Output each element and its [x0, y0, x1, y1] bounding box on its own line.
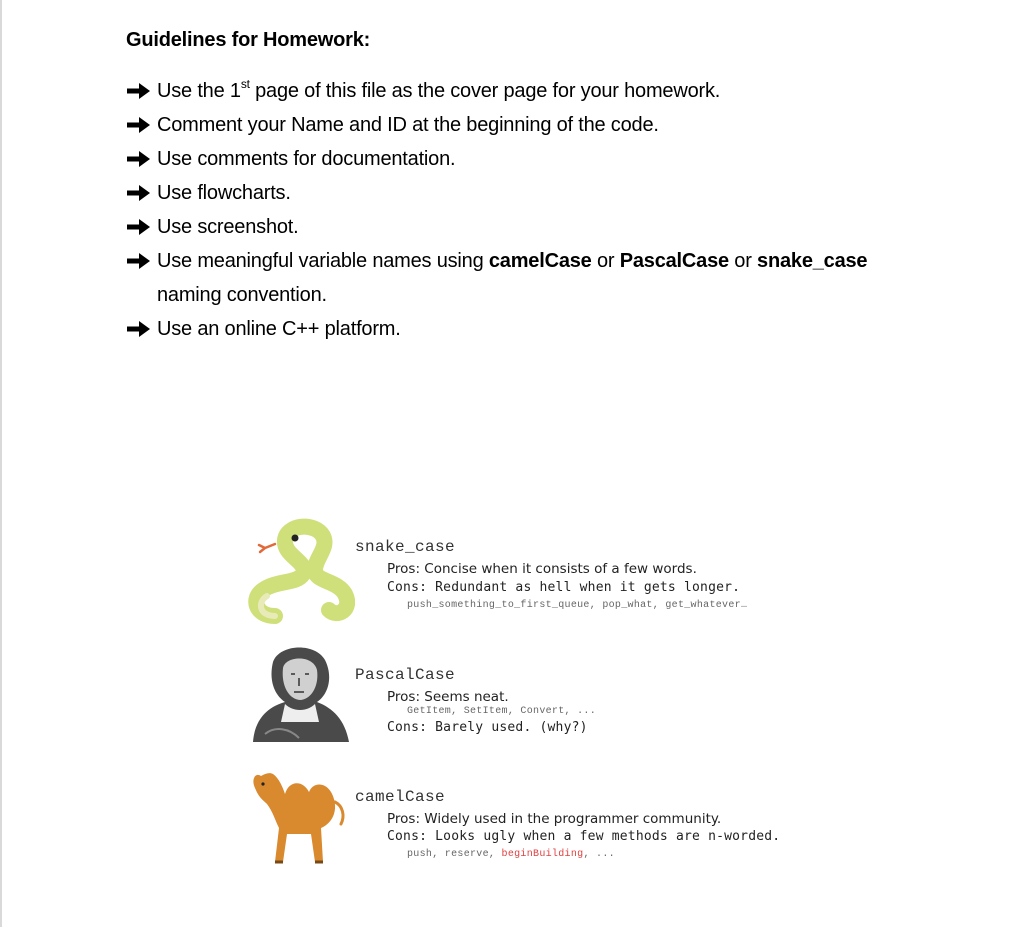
- guideline-list: [126, 74, 946, 346]
- arrow-right-icon: [126, 116, 151, 134]
- snake-case-block: [245, 518, 805, 628]
- snake-icon: [245, 518, 355, 628]
- arrow-right-icon: [126, 320, 151, 338]
- camel-case-block: [245, 762, 805, 872]
- list-item: Use meaningful variable names using camelCase or PascalCase or snake_case naming convention.: [126, 244, 946, 312]
- example-text: push, reserve, beginBuilding, ...: [407, 849, 615, 860]
- arrow-right-icon: [126, 252, 151, 270]
- highlighted-example: beginBuilding: [501, 849, 584, 860]
- portrait-icon: [245, 638, 355, 748]
- cons-text: Cons: Barely used. (why?): [387, 720, 588, 735]
- example-text: push_something_to_first_queue, pop_what, get_whatever…: [407, 600, 748, 611]
- convention-name: camelCase: [355, 788, 446, 806]
- arrow-right-icon: [126, 218, 151, 236]
- arrow-right-icon: [126, 184, 151, 202]
- pros-text: Pros: Concise when it consists of a few words.: [387, 561, 697, 577]
- cons-text: Cons: Looks ugly when a few methods are n-worded.: [387, 829, 781, 844]
- pros-text: Pros: Seems neat.: [387, 689, 509, 705]
- page-edge: [0, 0, 2, 927]
- list-item: Use comments for documentation.: [126, 142, 946, 176]
- convention-name: PascalCase: [355, 666, 456, 684]
- page-title: Guidelines for Homework:: [126, 29, 371, 51]
- list-item: Use an online C++ platform.: [126, 312, 946, 346]
- convention-name: snake_case: [355, 538, 456, 556]
- arrow-right-icon: [126, 150, 151, 168]
- arrow-right-icon: [126, 82, 151, 100]
- pascal-case-block: [245, 638, 805, 748]
- list-item: Use screenshot.: [126, 210, 946, 244]
- camel-icon: [245, 762, 355, 872]
- pros-text: Pros: Widely used in the programmer community.: [387, 811, 722, 827]
- list-item: Use the 1st page of this file as the cover page for your homework.: [126, 74, 946, 108]
- list-item: Use flowcharts.: [126, 176, 946, 210]
- cons-text: Cons: Redundant as hell when it gets longer.: [387, 580, 741, 595]
- list-item: Comment your Name and ID at the beginning of the code.: [126, 108, 946, 142]
- example-text: GetItem, SetItem, Convert, ...: [407, 706, 597, 717]
